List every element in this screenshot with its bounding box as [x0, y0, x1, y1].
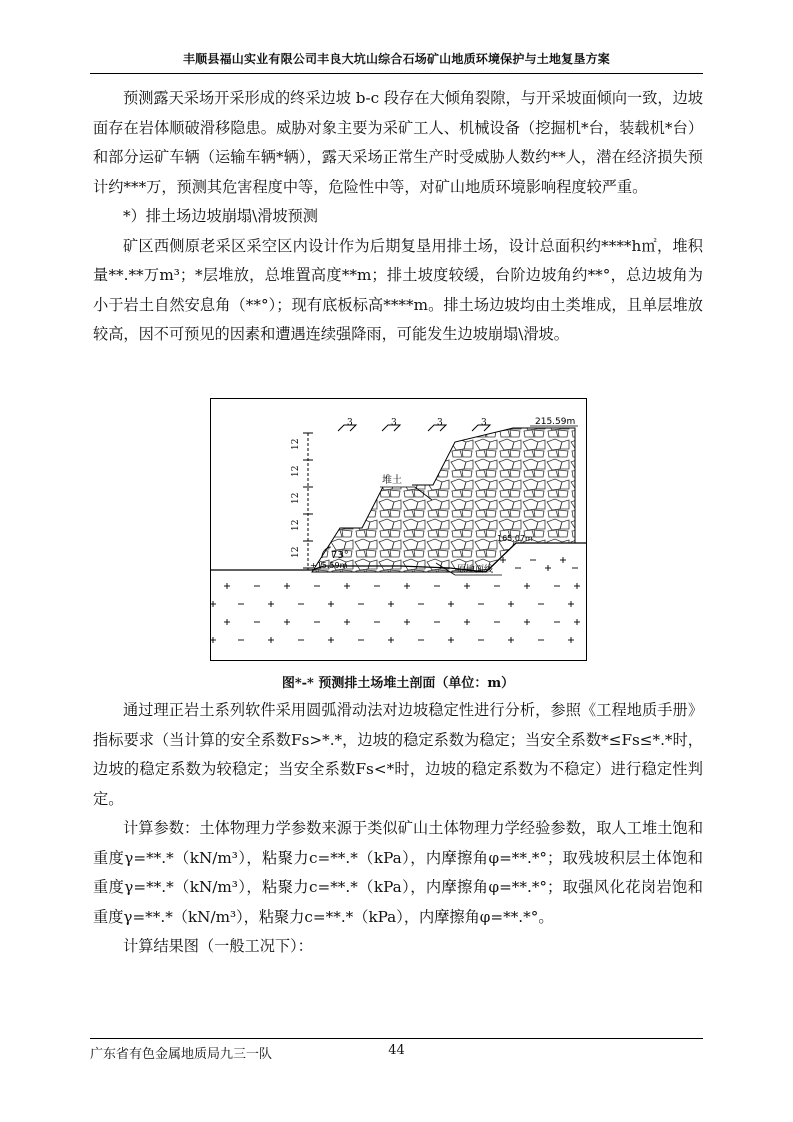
footer-organization: 广东省有色金属地质局九三一队	[90, 1047, 273, 1062]
bench-height-label-1: 12	[291, 438, 301, 450]
section-heading-dump-slope: *）排土场边坡崩塌\滑坡预测	[123, 207, 318, 225]
bench-height-label-2: 12	[291, 465, 301, 477]
ground-line-label: 原地面线	[457, 565, 494, 575]
base-elevation-label: +15.59m	[310, 561, 348, 570]
header-title: 丰顺县福山实业有限公司丰良大坑山综合石场矿山地质环境保护与土地复垦方案	[182, 52, 610, 66]
page-header	[90, 50, 703, 74]
body-text-bottom	[93, 696, 703, 962]
paragraph-calculation-parameters: 计算参数：土体物理力学参数来源于类似矿山土体物理力学经验参数，取人工堆土饱和重度γ=**.*（kN/m³），粘聚力c=**.*（kPa），内摩擦角φ=**.*°；取残坡积层土体饱和重度γ=**.*（kN/m³），粘聚力c=**.*（kPa），内摩擦角φ=**.*°；取强风化花岗岩饱和重度γ=**.*（kN/m³），粘聚力c=**.*（kPa），内摩擦角φ=**.*°。	[93, 819, 703, 926]
paragraph-slope-prediction: 预测露天采场开采形成的终采边坡 b-c 段存在大倾角裂隙，与开采坡面倾向一致，边坡面存在岩体顺破滑移隐患。威胁对象主要为采矿工人、机械设备（挖掘机*台，装载机*台）和部分运矿车辆（运输车辆*辆），露天采场正常生产时受威胁人数约**人，潜在经济损失预计约***万，预测其危害程度中等，危险性中等，对矿山地质环境影响程度较严重。	[93, 89, 703, 196]
dump-section-figure	[210, 398, 587, 661]
page-number: 44	[388, 1043, 405, 1058]
top-elevation-label: 215.59m	[535, 417, 576, 427]
bench-width-label-1: 3	[347, 418, 353, 428]
page-footer	[90, 1038, 703, 1062]
bench-height-label-4: 12	[291, 519, 301, 531]
bench-height-label-5: 12	[291, 546, 301, 558]
fill-label: 堆土	[382, 475, 402, 486]
paragraph-dump-site: 矿区西侧原老采区采空区内设计作为后期复垦用排土场，设计总面积约****h㎡，堆积量**.**万m³；*层堆放，总堆置高度**m；排土坡度较缓，台阶边坡角约**°，总边坡角为小于岩土自然安息角（**°）；现有底板标高****m。排土场边坡均由土类堆成，且单层堆放较高，因不可预见的因素和遭遇连续强降雨，可能发生边坡崩塌\滑坡。	[93, 236, 703, 343]
paragraph-result-intro: 计算结果图（一般工况下）：	[123, 937, 313, 955]
bench-height-label-3: 12	[291, 492, 301, 504]
bench-width-label-4: 3	[481, 418, 487, 428]
mid-elevation-label: 165.07m	[497, 534, 533, 543]
bench-width-label-3: 3	[437, 418, 443, 428]
paragraph-stability-method: 通过理正岩土系列软件采用圆弧滑动法对边坡稳定性进行分析，参照《工程地质手册》指标要求（当计算的安全系数Fs>*.*，边坡的稳定系数为稳定；当安全系数*≤Fs≤*.*时，边坡的稳定系数为较稳定；当安全系数Fs<*时，边坡的稳定系数为不稳定）进行稳定性判定。	[93, 701, 703, 808]
figure-caption: 图*-* 预测排土场堆土剖面（单位：m）	[281, 676, 515, 691]
slope-angle-label: 73°	[331, 550, 349, 561]
bench-width-label-2: 3	[391, 418, 397, 428]
body-text-top	[93, 84, 703, 350]
